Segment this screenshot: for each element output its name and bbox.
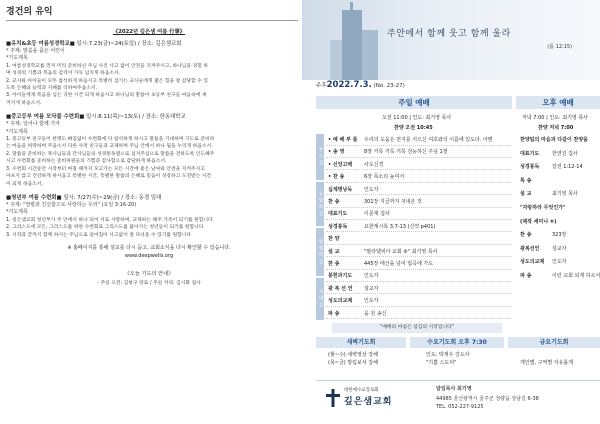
dawn-prayer-header: 새벽기도회 (316, 337, 406, 348)
pm-time: 저녁 7:00 | 인도: 최기영 목사 (522, 115, 589, 121)
homepage-link[interactable]: www.deepwells.org (124, 252, 174, 259)
section-line: 며 성경의 기쁨과 복음의 감격이 가득 넘치게 하옵소서. (6, 71, 121, 77)
pm-order-row (516, 161, 600, 173)
pm-order-label: 설 교 (520, 191, 532, 198)
section-line: 3. 아이들에게 복음을 심는 귀한 시간 되게 하옵시고 하나님의 말씀이 초등부 친구들 마음속에 새 (6, 93, 207, 99)
order-value: 인도자 (364, 186, 379, 193)
order-row (326, 171, 512, 183)
order-label: 광 복 선 언 (328, 285, 353, 292)
pm-order-row (516, 256, 600, 268)
church-footer (316, 380, 600, 424)
order-value: 을 원 송신 (364, 310, 387, 317)
order-label: 찬 양 (328, 236, 340, 243)
section-line: * 주제: "열렬과 진실함으로 사랑하는 우리" (요일 3:16-20) (6, 201, 137, 208)
pm-order-label: 찬 송 (520, 232, 532, 239)
building-illustration (330, 40, 342, 80)
wed-prayer-header: 수요기도회 오후 7:30 (410, 337, 504, 348)
date-line: 주후2022.7.3. (No. 23-27) (316, 80, 405, 90)
order-label: 십계명낭독 (328, 186, 353, 193)
event-heading: 《2022년 깊은샘 여름 行事》 (112, 29, 186, 35)
order-value: 301장 지금까지 지내온 것 (364, 199, 422, 205)
section-line: 겨지게 하옵소서. (6, 100, 42, 106)
theme-verse: 주안에서 함께 웃고 함께 울라 (387, 29, 511, 39)
section-line: 는 마음을 허락하여 주옵소서 다른 사적 친구들과 교제하며 주님 안에서 하나 됨을 누리게 하옵소서. (6, 144, 213, 150)
order-row (326, 283, 512, 295)
pm-order-value: 최기영 목사 (552, 191, 578, 198)
order-row (326, 134, 512, 146)
pm-order-text: 찬양팀의 마음과 다같이 찬양을 (520, 137, 589, 143)
bulletin-date: 2022.7.3. (326, 80, 372, 90)
section-line: 시고 수련회를 준비하는 준비위원들의 기쁨과 감사함으로 감당하게 하옵소서. (6, 159, 167, 165)
pm-order-row (516, 270, 600, 282)
verse-reference: (롬 12:15) (547, 44, 572, 50)
section-young-adult (6, 194, 292, 239)
section-line: * 주제: 말씀을 품은 어린이 (6, 48, 65, 54)
church-phone: TEL. 052-227-9125 (436, 404, 484, 410)
order-row (326, 258, 512, 270)
section-title: ■유치&초등 여름성경학교■ 일시:7.23(금)~24(토일) / 장소: 깊은샘교회 (6, 41, 182, 47)
pm-order-label: 대표기도 (520, 150, 540, 157)
section-line: * 주제: 일어나 함께 가자 (6, 121, 61, 128)
denomination: 대한예수교장로회 (344, 388, 379, 393)
pm-order-value: 이런 교회 되게 하소서 (552, 273, 600, 279)
order-label: 성도의교제 (328, 298, 353, 305)
dawn-line: (월~수) 새벽영상 강해 (328, 352, 378, 358)
church-name: 깊은샘교회 (344, 397, 393, 407)
pastor-name: 담임목사 최기영 (436, 386, 472, 392)
dawn-line: (목~금) 방림보서 강해 (328, 360, 378, 366)
pm-order-row (516, 243, 600, 255)
section-title: ■청년부 여름 수련회■ 일시: 7/27(수)~29(금) / 장소: 동경 일대 (6, 194, 162, 201)
section-line: 3. 수련회 시간동안 시작부터 마칠 때까지 모고가는 모든 시간에 좋은 날씨와 안전을 지켜주시고 (6, 166, 205, 172)
section-line: 2. 그리스도에 모든, 그리스도를 위한 수련회로 그리스도를 닮아가는 청년들이 되기를 원합니다 (6, 225, 204, 231)
order-row (326, 196, 512, 208)
page-title: 경건의 유익 (6, 4, 298, 21)
building-illustration (342, 10, 362, 80)
section-line: 이 되게 하옵소서. (6, 181, 44, 187)
section-line: 3. 시작과 끝까지 함께 하시는 주님으로 일마칩이 사고없이 잘 다녀올 수 있기를 원합니다 (6, 232, 192, 238)
pm-order-label: 파 송 (520, 273, 532, 279)
section-line: *기도제목 (6, 55, 28, 62)
homepage-notice (6, 245, 292, 260)
main-service-header: 주일 예배 (316, 96, 512, 109)
pm-order-row (516, 216, 600, 228)
order-label: • 송 영 (328, 149, 345, 156)
pm-order-value: 설교자 (552, 245, 567, 252)
order-row (326, 233, 512, 245)
fri-line: 개인별, 구역별 자유롭게 (520, 360, 574, 366)
section-line: 1. 여름성경학교를 먼저 미리 준비하신 주님 사건 사고 없이 안전을 지켜주시고, 하나님을 경험 하 (6, 63, 209, 69)
order-label: • 찬 송 (328, 174, 345, 181)
pm-order-value: 323장 (552, 232, 567, 239)
pm-order-row (516, 175, 600, 187)
pm-order-label: 특 송 (520, 177, 532, 184)
pm-order-label: 성도의교제 (520, 259, 545, 266)
order-label: 파 송 (328, 310, 340, 317)
section-line: 2. 교사와 아이들이 모두 참석하게 하옵시고 특별히 섬기는 교사들에게 젊은 힘을 잘 감당할 수 있 (6, 78, 209, 84)
header-banner (302, 0, 600, 80)
order-value: 6장 목소리 높여서 (364, 174, 405, 181)
order-value: 인도자 (364, 273, 379, 280)
issue-number: (No. 23-27) (373, 83, 405, 89)
side-label-response: 응답하심 (316, 182, 324, 226)
prayer-guide-line: - 주일 오전: 김창구 장로 / 주일 저녁: 김시화 집사 (97, 281, 201, 287)
side-label-call: 부르심 (316, 134, 324, 180)
pm-order-row (516, 148, 600, 160)
building-illustration (362, 30, 378, 80)
order-value: 8장 거룩 거룩 거룩 전능하신 주님 1절 (364, 149, 448, 156)
side-label-word: 말씀하심 (316, 228, 324, 276)
order-label: • 신앙고백 (328, 161, 353, 168)
order-row (326, 208, 512, 220)
section-line: 1. 중고등부 친구들이 한명도 빠짐없이 수련회에 다 참석하게 하시고 말씀을 기대하며 기도로 준비하 (6, 137, 215, 143)
section-line: 도록 은혜와 능력과 지혜를 더하여주옵소서. (6, 86, 98, 92)
section-line: 아프지 않고 건강하게 하시옵고 특별한 시간, 특별한 말씀의 은혜로 믿음이 성장하고 도전받는 시간 (6, 174, 212, 180)
church-address: 44985 울산광역시 울주군 청량읍 상남길 6-38 (436, 396, 539, 402)
main-time: 오전 11:00 | 인도: 최기영 목사 (382, 115, 452, 121)
right-column (302, 0, 600, 424)
order-row (326, 270, 512, 282)
pm-order-value: 갈전 1:12-14 (552, 164, 583, 171)
section-youth (6, 113, 292, 188)
order-value: 445장 태산을 넘어 험곡에 가도 (364, 261, 434, 267)
order-label: 찬 송 (328, 199, 340, 205)
order-row (326, 221, 512, 233)
main-praise: 찬양 오전 10:45 (394, 125, 433, 131)
pm-order-row (516, 134, 600, 146)
section-vbs (6, 40, 292, 107)
pm-order-row (516, 229, 600, 241)
pm-order-label: 광복선언 (520, 245, 540, 252)
pm-service-header: 오후 예배 (516, 96, 600, 109)
order-row (326, 184, 512, 196)
wed-line: 인도: 박재우 강도사 (426, 352, 470, 358)
order-label: 성경봉독 (328, 223, 348, 230)
pm-order-text: (제작 세미나 ⑥) (520, 218, 557, 225)
section-line: *기도제목 (6, 128, 28, 135)
order-value: 우리의 도움은 천지를 지으신 여호와의 이름에 있도다. 아멘 (364, 137, 493, 143)
order-value: 설교자 (364, 285, 379, 292)
section-line: 2. 말씀을 준비하는 목사님들과 간사님들의 성경통독맵으로 섬겨주심으로 말씀을 전하도록 인도해주 (6, 151, 215, 157)
fri-prayer-header: 금요기도회 (508, 337, 600, 348)
order-row (326, 295, 512, 307)
notice-text: ※ 홈페이지를 통해 설교를 다시 듣고, 교회소식을 다시 확인할 수 있습니다. (67, 244, 231, 251)
order-value: 요한계시록 3:7-13 (신약 p401) (364, 223, 436, 230)
order-label: 설 교 (328, 248, 340, 255)
order-value: 인도자 (364, 298, 379, 305)
pm-order-row (516, 202, 600, 214)
order-row (326, 159, 512, 171)
order-label: 대표기도 (328, 211, 348, 218)
pm-order-label: 성경봉독 (520, 164, 540, 171)
order-value: 사도신경 (364, 161, 384, 168)
order-value: 이문재 집사 (364, 211, 390, 218)
pm-order-value: 한연진 집사 (552, 150, 578, 157)
cross-icon (350, 2, 353, 12)
section-title: ■중고등부 여름 모닥불 수련회■ 일시:8.11(목)~13(토) / 장소: 한동대학교 (6, 114, 186, 121)
order-value: "필라델피아 교회 ⑧" 최기영 목사 (364, 248, 438, 255)
prayer-guide-title: 《오늘 기도의 안내》 (124, 271, 174, 278)
order-row (326, 146, 512, 158)
order-label: 찬 송 (328, 261, 340, 267)
closing-note: "예배의 마침은 섬김의 시작입니다" (332, 323, 502, 333)
wed-line: "기쁨 스도덕" (426, 360, 457, 366)
order-label: 봉헌과기도 (328, 273, 353, 280)
church-logo-icon (326, 389, 340, 407)
section-line: *기도제목 (6, 209, 28, 216)
pm-order-value: 인도자 (552, 259, 567, 266)
pm-order-row (516, 188, 600, 200)
pm-praise: 찬양 저녁 7:00 (538, 125, 574, 131)
side-label-sending: 보내심 (316, 278, 324, 320)
order-row (326, 308, 512, 320)
section-line: 1. 깊은샘교회 청년부가 주 안에서 하나 되어 서로 사랑하며, 교제하는 해주 가족이 되기를 원합니다 (6, 217, 213, 223)
order-label: • 예 배 부 름 (328, 137, 358, 143)
pm-order-text: "자랑하라 무엇인가" (520, 205, 566, 211)
order-row (326, 246, 512, 258)
